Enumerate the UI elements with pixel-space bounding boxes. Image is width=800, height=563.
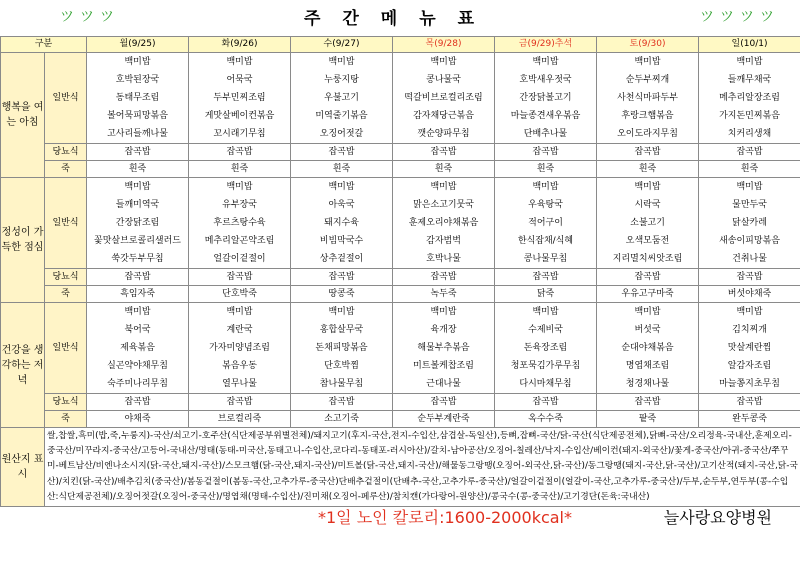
menu-item: 김치찌개	[732, 325, 767, 335]
menu-item: 메추리알곤약조림	[204, 236, 275, 246]
menu-item: 흰죽	[393, 161, 495, 178]
menu-item: 마늘쫑지초무침	[719, 379, 780, 389]
menu-item: 백미밥	[532, 57, 559, 67]
day-header: 일(10/1)	[699, 37, 800, 53]
menu-item: 맛살계란찜	[727, 343, 772, 353]
porridge-label: 죽	[45, 286, 87, 303]
diabetic-meal-label: 당뇨식	[45, 394, 87, 411]
menu-item: 우유고구마죽	[597, 286, 699, 303]
porridge-row	[1, 411, 800, 428]
menu-item: 북어국	[124, 325, 151, 335]
menu-item: 어묵국	[226, 75, 253, 85]
menu-item: 비빔막국수	[319, 236, 364, 246]
menu-cell	[87, 178, 189, 269]
menu-item: 숙주미나리무침	[107, 379, 168, 389]
menu-cell	[597, 53, 699, 144]
day-header: 화(9/26)	[189, 37, 291, 53]
menu-item: 참나물무침	[319, 379, 364, 389]
menu-item: 흰죽	[291, 161, 393, 178]
menu-item: 소고기죽	[291, 411, 393, 428]
menu-item: 우불고기	[324, 93, 359, 103]
diabetic-meal-label: 당뇨식	[45, 144, 87, 161]
menu-item: 얼갈이겉절이	[213, 254, 266, 264]
general-meal-label: 일반식	[45, 53, 87, 144]
menu-cell	[393, 178, 495, 269]
menu-item: 다시마채무침	[519, 379, 572, 389]
menu-item: 오이도라지무침	[617, 129, 678, 139]
menu-item: 백미밥	[430, 182, 457, 192]
meal-group-label: 건강을 생각하는 저녁	[1, 303, 45, 428]
menu-item: 근대나물	[426, 379, 461, 389]
day-header: 수(9/27)	[291, 37, 393, 53]
menu-item: 잡곡밥	[87, 269, 189, 286]
menu-item: 잡곡밥	[699, 144, 800, 161]
menu-item: 훈제오리야채볶음	[408, 218, 479, 228]
menu-item: 잡곡밥	[597, 394, 699, 411]
menu-cell	[189, 53, 291, 144]
menu-item: 흰죽	[87, 161, 189, 178]
menu-item: 잡곡밥	[87, 394, 189, 411]
menu-item: 한식잡채/식혜	[517, 236, 574, 246]
menu-item: 잡곡밥	[87, 144, 189, 161]
menu-item: 돈채피망볶음	[315, 343, 368, 353]
diabetic-meal-row	[1, 144, 800, 161]
menu-item: 미트볼케찹조림	[413, 361, 474, 371]
page-title: 주간메뉴표	[303, 9, 497, 29]
menu-item: 열무나물	[222, 379, 257, 389]
menu-item: 돼지수육	[324, 218, 359, 228]
menu-item: 흰죽	[189, 161, 291, 178]
menu-item: 제육볶음	[120, 343, 155, 353]
menu-item: 육개장	[430, 325, 457, 335]
menu-item: 흑임자죽	[87, 286, 189, 303]
menu-cell	[699, 303, 800, 394]
menu-cell	[189, 303, 291, 394]
menu-item: 잡곡밥	[291, 269, 393, 286]
porridge-label: 죽	[45, 161, 87, 178]
menu-cell	[87, 53, 189, 144]
menu-cell	[189, 178, 291, 269]
menu-item: 물만두국	[732, 200, 767, 210]
menu-item: 백미밥	[634, 57, 661, 67]
menu-item: 백미밥	[634, 307, 661, 317]
menu-item: 콩나물무침	[523, 254, 568, 264]
menu-item: 동태무조림	[115, 93, 160, 103]
day-header: 금(9/29)추석	[495, 37, 597, 53]
menu-item: 호박된장국	[115, 75, 160, 85]
origin-text: 쌀,찹쌀,흑미(밥,죽,누룽지)-국산/쇠고기-호주산(식단제공부위별전체)/돼지고기(후지-국산,전지-수입산,삼겹살-독일산),등뼈,잡뼈-국산/닭-국산(식단제공전체),닭뼈-국산/오리정육-국내산,훈제오리-중국산/미꾸라지-중국산/고등어-국내산/명태(동태-미국산,동태고니-수입산,코다리-동태포-러시아산)/갈치-남아공산/오징어-칠레산/낙지-수입산/베이컨(돼지-외국산)/꽃게-중국산/아귀-중국산/쭈꾸미-베트남산/비엔나소시지(닭-국산,돼지-국산)/스모크햄(닭-국산,돼지-국산)/미트볼(닭-국산,돼지-국산)/해물동그랑땡(오징어-외국산,닭-국산)/동그랑땡(돼지-국산,닭-국산)/고기산적(돼지-국산,닭-국산)/치킨(닭-국산)/배추김치(중국산)/봄동겉절이(봄동-국산,고추가루-중국산)단배추겉절이(단배추-국산,고추가루-중국산)/얼갈이겉절이(얼갈이-국산,고추가루-중국산)/두부,순두부,연두부(콩-수입산:식단제공전체)/오징어젓갈(오징어-중국산)/명엽채(명태-수입산)/진미채(오징어-페루산)/참치캔(가다랑어-원양산)/콩국수(콩-중국산)/고기경단(돈육:국내산)	[45, 428, 800, 507]
menu-item: 쑥갓두부무침	[111, 254, 164, 264]
menu-item: 백미밥	[226, 182, 253, 192]
gubun-header: 구분	[1, 37, 87, 53]
menu-item: 실곤약야채무침	[107, 361, 168, 371]
menu-item: 유부장국	[222, 200, 257, 210]
general-meal-row	[1, 303, 800, 394]
origin-label: 원산지 표시	[1, 428, 45, 507]
menu-item: 수제비국	[528, 325, 563, 335]
menu-item: 돈육장조림	[523, 343, 568, 353]
menu-item: 깻순양파무침	[417, 129, 470, 139]
menu-item: 백미밥	[532, 307, 559, 317]
menu-item: 잡곡밥	[189, 269, 291, 286]
calorie-note: *1일 노인 칼로리:1600-2000kcal*	[318, 507, 573, 527]
menu-item: 백미밥	[124, 182, 151, 192]
menu-cell	[495, 178, 597, 269]
menu-item: 백미밥	[328, 182, 355, 192]
menu-item: 닭죽	[495, 286, 597, 303]
menu-item: 간장닭조림	[115, 218, 160, 228]
menu-item: 누룽지탕	[324, 75, 359, 85]
diabetic-meal-label: 당뇨식	[45, 269, 87, 286]
menu-item: 팥죽	[597, 411, 699, 428]
menu-item: 잡곡밥	[699, 269, 800, 286]
menu-item: 잡곡밥	[291, 394, 393, 411]
menu-item: 오색모둠전	[625, 236, 670, 246]
menu-item: 백미밥	[532, 182, 559, 192]
menu-item: 흰죽	[699, 161, 800, 178]
menu-item: 들깨미역국	[115, 200, 160, 210]
menu-item: 야채죽	[87, 411, 189, 428]
menu-item: 꼬시래기무침	[213, 129, 266, 139]
menu-item: 잡곡밥	[189, 394, 291, 411]
menu-item: 닭살카레	[732, 218, 767, 228]
sprout-icons-right: ツツツツ	[700, 9, 780, 25]
menu-item: 백미밥	[634, 182, 661, 192]
menu-item: 새송이피망볶음	[719, 236, 780, 246]
menu-item: 백미밥	[736, 307, 763, 317]
menu-item: 볶음우동	[222, 361, 257, 371]
menu-item: 홍합살무국	[319, 325, 364, 335]
menu-item: 적어구이	[528, 218, 563, 228]
general-meal-label: 일반식	[45, 303, 87, 394]
header-row	[1, 37, 800, 53]
menu-item: 옥수수죽	[495, 411, 597, 428]
menu-item: 호박나물	[426, 254, 461, 264]
menu-cell	[597, 178, 699, 269]
diabetic-meal-row	[1, 394, 800, 411]
menu-item: 두부민찌조림	[213, 93, 266, 103]
menu-item: 상추겉절이	[319, 254, 364, 264]
menu-item: 잡곡밥	[393, 269, 495, 286]
menu-item: 잡곡밥	[597, 269, 699, 286]
menu-item: 백미밥	[226, 57, 253, 67]
menu-item: 잡곡밥	[495, 144, 597, 161]
menu-item: 단호박찜	[324, 361, 359, 371]
menu-cell	[291, 303, 393, 394]
menu-item: 마늘종견새우볶음	[510, 111, 581, 121]
menu-item: 잡곡밥	[597, 144, 699, 161]
menu-item: 가자미양념조림	[209, 343, 270, 353]
menu-item: 떡갈비브로컬리조림	[404, 93, 483, 103]
menu-item: 감자채당근볶음	[413, 111, 474, 121]
menu-item: 볼어묵피망볶음	[107, 111, 168, 121]
menu-cell	[393, 303, 495, 394]
weekly-menu-table	[0, 36, 800, 507]
page-header	[0, 0, 800, 36]
menu-item: 브로컬리죽	[189, 411, 291, 428]
general-meal-row	[1, 53, 800, 144]
menu-cell	[291, 53, 393, 144]
menu-item: 후랑크햄볶음	[621, 111, 674, 121]
menu-cell	[495, 53, 597, 144]
menu-item: 시락국	[634, 200, 661, 210]
menu-item: 잡곡밥	[495, 269, 597, 286]
sprout-icons-left: ツツツ	[60, 9, 120, 25]
menu-item: 잡곡밥	[393, 144, 495, 161]
menu-item: 흰죽	[495, 161, 597, 178]
menu-item: 백미밥	[124, 57, 151, 67]
menu-item: 백미밥	[226, 307, 253, 317]
menu-item: 순대야채볶음	[621, 343, 674, 353]
menu-item: 들깨무채국	[727, 75, 772, 85]
menu-item: 치커리생채	[727, 129, 772, 139]
menu-item: 고사리들깨나물	[107, 129, 168, 139]
menu-item: 단호박죽	[189, 286, 291, 303]
general-meal-row	[1, 178, 800, 269]
menu-item: 콩나물국	[426, 75, 461, 85]
menu-item: 땅콩죽	[291, 286, 393, 303]
menu-item: 녹두죽	[393, 286, 495, 303]
menu-item: 버섯국	[634, 325, 661, 335]
menu-item: 사천식마파두부	[617, 93, 678, 103]
porridge-row	[1, 161, 800, 178]
menu-item: 오징어젓갈	[319, 129, 364, 139]
menu-item: 명엽채조림	[625, 361, 670, 371]
menu-item: 맑은소고기뭇국	[413, 200, 474, 210]
menu-item: 버섯야채죽	[699, 286, 800, 303]
menu-item: 단배추나물	[523, 129, 568, 139]
menu-cell	[495, 303, 597, 394]
menu-item: 가지돈민찌볶음	[719, 111, 780, 121]
menu-item: 지리멸치씨앗조림	[612, 254, 683, 264]
day-header: 목(9/28)	[393, 37, 495, 53]
menu-item: 소불고기	[630, 218, 665, 228]
menu-item: 호박새우젓국	[519, 75, 572, 85]
porridge-label: 죽	[45, 411, 87, 428]
porridge-row	[1, 286, 800, 303]
menu-item: 후르츠탕수육	[213, 218, 266, 228]
menu-cell	[87, 303, 189, 394]
menu-item: 잡곡밥	[189, 144, 291, 161]
menu-item: 아욱국	[328, 200, 355, 210]
menu-cell	[699, 178, 800, 269]
day-header: 토(9/30)	[597, 37, 699, 53]
menu-item: 잡곡밥	[291, 144, 393, 161]
menu-item: 꽃맛살브로콜리샐러드	[94, 236, 181, 246]
menu-cell	[699, 53, 800, 144]
menu-item: 건취나물	[732, 254, 767, 264]
meal-group-label: 행복을 여는 아침	[1, 53, 45, 178]
menu-cell	[393, 53, 495, 144]
menu-cell	[597, 303, 699, 394]
menu-item: 해물부추볶음	[417, 343, 470, 353]
menu-item: 알감자조림	[727, 361, 772, 371]
menu-item: 게맛살베이컨볶음	[204, 111, 275, 121]
general-meal-label: 일반식	[45, 178, 87, 269]
menu-item: 백미밥	[430, 57, 457, 67]
menu-item: 청포묵김가루무침	[510, 361, 581, 371]
menu-item: 미역줄기볶음	[315, 111, 368, 121]
menu-item: 청경채나물	[625, 379, 670, 389]
menu-item: 순두부계란죽	[393, 411, 495, 428]
hospital-name: 늘사랑요양병원	[663, 507, 772, 527]
menu-item: 우육탕국	[528, 200, 563, 210]
menu-item: 백미밥	[430, 307, 457, 317]
menu-item: 백미밥	[736, 57, 763, 67]
menu-item: 잡곡밥	[699, 394, 800, 411]
menu-item: 잡곡밥	[495, 394, 597, 411]
menu-item: 백미밥	[736, 182, 763, 192]
day-header: 월(9/25)	[87, 37, 189, 53]
menu-item: 간장닭볼고기	[519, 93, 572, 103]
menu-item: 감자범벅	[426, 236, 461, 246]
menu-item: 백미밥	[328, 307, 355, 317]
menu-item: 메추리알장조림	[719, 93, 780, 103]
menu-item: 순두부찌개	[625, 75, 670, 85]
origin-row	[1, 428, 800, 507]
menu-item: 잡곡밥	[393, 394, 495, 411]
menu-item: 백미밥	[124, 307, 151, 317]
menu-item: 흰죽	[597, 161, 699, 178]
diabetic-meal-row	[1, 269, 800, 286]
footer	[0, 507, 800, 525]
meal-group-label: 정성이 가득한 점심	[1, 178, 45, 303]
menu-item: 완두콩죽	[699, 411, 800, 428]
menu-item: 계란국	[226, 325, 253, 335]
menu-cell	[291, 178, 393, 269]
menu-item: 백미밥	[328, 57, 355, 67]
